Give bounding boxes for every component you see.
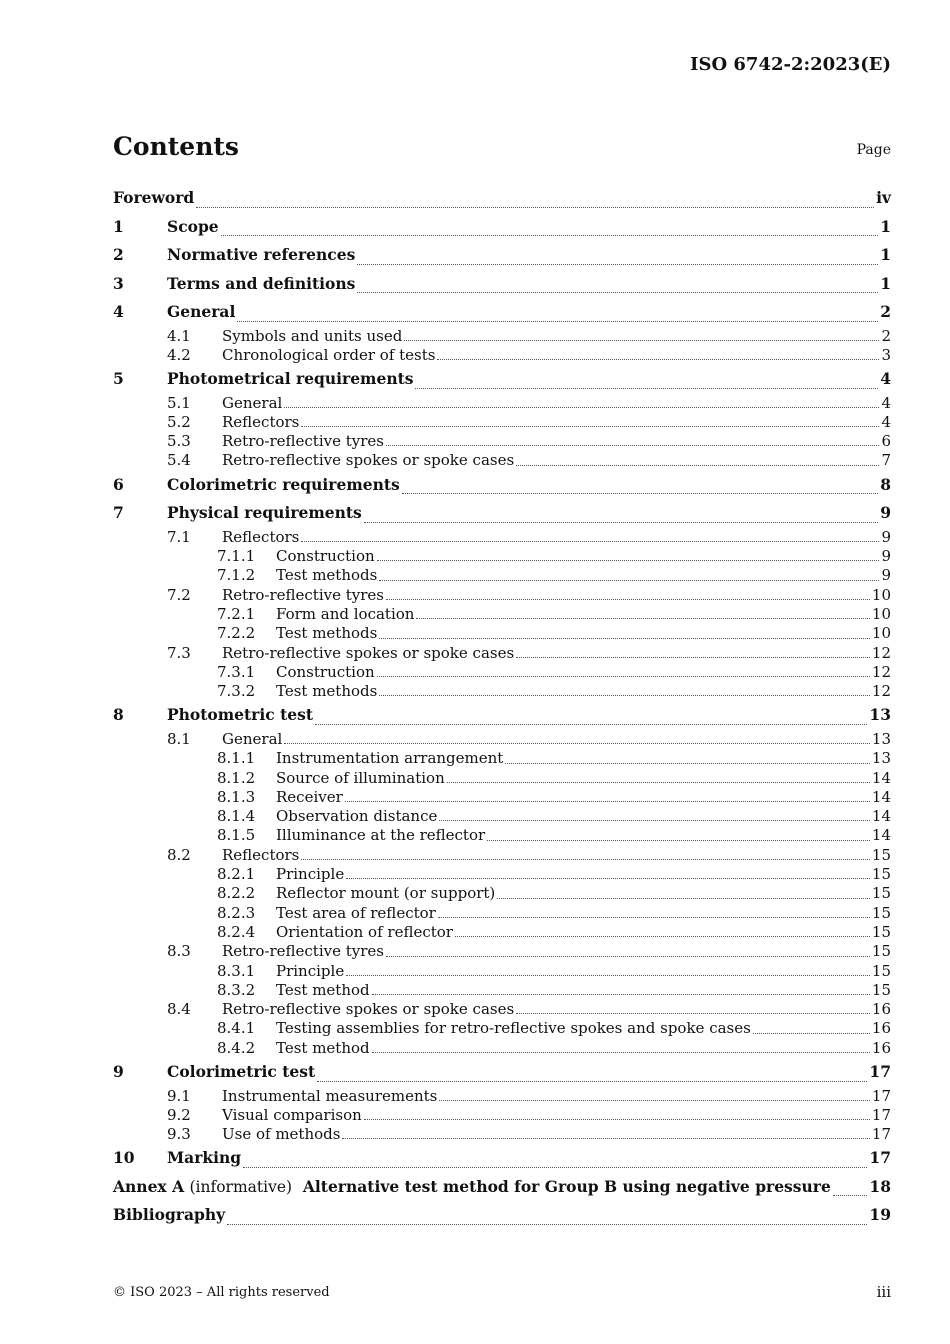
toc-entry-page: 15 [871,922,891,941]
toc-entry-page: 17 [871,1105,891,1124]
toc-entry[interactable] [113,1019,891,1038]
dot-leader [315,723,867,725]
toc-entry[interactable] [113,663,891,682]
toc-entry-title: Form and location [276,604,415,623]
toc-entry-title: Use of methods [222,1125,341,1144]
dot-leader [386,598,870,600]
toc-entry[interactable] [113,769,891,788]
dot-leader [346,974,870,976]
toc-entry-number: 5.2 [167,412,191,431]
dot-leader [386,444,879,446]
toc-entry-title: Instrumental measurements [222,1086,438,1105]
toc-entry-page: 9 [881,566,891,585]
toc-entry[interactable] [113,1058,891,1087]
toc-entry-page: 17 [869,1148,891,1168]
copyright-notice: © ISO 2023 – All rights reserved [113,1285,330,1300]
toc-entry-number: 8.4.1 [217,1019,256,1038]
dot-leader [487,839,870,841]
toc-entry-title: Retro-reflective spokes or spoke cases [222,451,515,470]
toc-entry-title: Normative references [167,245,356,264]
toc-entry-page: 4 [881,393,891,412]
dot-leader [372,993,870,995]
toc-entry[interactable] [113,923,891,942]
toc-entry-number: 5.4 [167,451,191,470]
toc-entry[interactable] [113,1087,891,1106]
toc-entry[interactable] [113,807,891,826]
toc-entry-page: 10 [871,624,891,643]
toc-entry-number: 7.1 [167,527,191,546]
toc-entry-page: 14 [871,787,891,806]
toc-entry[interactable] [113,826,891,845]
toc-entry-number: 7.1.2 [217,566,256,585]
toc-entry[interactable] [113,846,891,865]
toc-entry-title: Foreword [113,188,195,207]
toc-entry-title: Reflector mount (or support) [276,884,496,903]
toc-entry-page: iv [876,188,891,207]
toc-entry-number: 8.2.4 [217,922,256,941]
toc-entry-title: Retro-reflective tyres [222,432,384,451]
toc-entry[interactable] [113,1125,891,1144]
toc-entry[interactable] [113,884,891,903]
toc-entry[interactable] [113,1173,891,1202]
dot-leader [196,206,874,208]
toc-entry-number: 8.3.1 [217,961,256,980]
toc-entry[interactable] [113,213,891,242]
dot-leader [301,425,879,427]
toc-entry-title: Marking [167,1148,242,1168]
dot-leader [317,1080,867,1082]
dot-leader [437,358,879,360]
toc-entry-title: Illuminance at the reflector [276,826,486,845]
toc-entry-page: 16 [871,1019,891,1038]
toc-entry-page: 14 [871,768,891,787]
dot-leader [497,897,870,899]
toc-entry[interactable] [113,730,891,749]
toc-entry-title: Testing assemblies for retro-reflective spokes and spoke cases [276,1019,751,1038]
toc-entry-page: 4 [880,369,891,389]
toc-entry-title: Reflectors [222,412,300,431]
toc-entry-title: Source of illumination [276,768,445,787]
toc-entry[interactable] [113,904,891,923]
toc-entry-number: 7.2.1 [217,604,256,623]
toc-entry-number: 7.2 [167,585,191,604]
toc-entry[interactable] [113,624,891,643]
toc-entry[interactable] [113,749,891,768]
toc-entry-number: 2 [113,245,124,264]
toc-entry-title: Construction [276,662,375,681]
toc-entry-number: 6 [113,474,124,494]
toc-entry[interactable] [113,942,891,961]
toc-entry-title: Orientation of reflector [276,922,453,941]
toc-entry[interactable] [113,682,891,701]
toc-entry-title: General [222,729,283,748]
toc-entry-title: Reflectors [222,845,300,864]
dot-leader [284,406,879,408]
toc-entry-title: Retro-reflective tyres [222,585,384,604]
dot-leader [221,234,879,236]
dot-leader [439,819,870,821]
toc-entry-title: Visual comparison [222,1105,362,1124]
toc-entry-page: 9 [881,527,891,546]
dot-leader [516,656,870,658]
toc-entry-page: 2 [880,302,891,321]
dot-leader [227,1223,867,1225]
toc-entry-number: 5.1 [167,393,191,412]
toc-entry[interactable] [113,451,891,470]
toc-entry-title: Terms and definitions [167,273,356,293]
toc-entry-page: 17 [869,1062,891,1081]
toc-entry-number: 7.2.2 [217,624,256,643]
dot-leader [833,1194,868,1196]
toc-entry-title: General [222,393,283,412]
dot-leader [346,877,870,879]
toc-entry-title: Receiver [276,787,343,806]
toc-entry-number: 9 [113,1062,124,1081]
toc-entry-page: 1 [880,216,891,236]
toc-entry-number: 8.2.3 [217,903,256,922]
dot-leader [357,263,878,265]
toc-entry-number: 5.3 [167,432,191,451]
toc-entry-number: 9.3 [167,1125,191,1144]
dot-leader [439,1099,870,1101]
page-column-label: Page [856,142,891,158]
toc-entry-title: Retro-reflective spokes or spoke cases [222,643,515,662]
toc-entry-title: Principle [276,865,345,884]
toc-entry-number: 8.2.2 [217,884,256,903]
dot-leader [301,858,870,860]
dot-leader [415,387,878,389]
toc-entry[interactable] [113,788,891,807]
toc-entry-title: Test methods [276,566,378,585]
dot-leader [386,955,870,957]
toc-entry-page: 17 [871,1086,891,1105]
toc-entry[interactable] [113,586,891,605]
toc-entry-number: 1 [113,216,124,236]
annex-title: Alternative test method for Group B using negative pressure [302,1176,831,1196]
toc-entry-page: 10 [871,585,891,604]
toc-entry[interactable] [113,547,891,566]
toc-entry-page: 6 [881,432,891,451]
annex-label: Annex A [113,1176,185,1196]
toc-entry-page: 15 [871,903,891,922]
toc-entry[interactable] [113,432,891,451]
dot-leader [455,935,870,937]
table-of-contents [113,184,891,1230]
toc-entry-number: 4.2 [167,345,191,364]
toc-entry-number: 8.2 [167,845,191,864]
toc-entry-page: 15 [871,865,891,884]
toc-entry[interactable] [113,298,891,327]
dot-leader [284,742,870,744]
toc-entry-page: 7 [881,451,891,470]
toc-entry-title: Principle [276,961,345,980]
toc-entry-page: 4 [881,412,891,431]
toc-entry[interactable] [113,413,891,432]
toc-entry-title: Test methods [276,682,378,701]
dot-leader [243,1166,867,1168]
toc-entry-number: 7 [113,503,124,523]
toc-entry-number: 8.3 [167,942,191,961]
dot-leader [379,579,879,581]
toc-entry-page: 13 [871,749,891,768]
toc-entry[interactable] [113,471,891,500]
toc-entry-page: 12 [871,662,891,681]
toc-entry[interactable] [113,981,891,1000]
toc-entry[interactable] [113,346,891,365]
document-id: ISO 6742-2:2023(E) [690,54,891,75]
toc-entry-title: Observation distance [276,807,438,826]
toc-entry[interactable] [113,1106,891,1125]
toc-entry-number: 7.3.2 [217,682,256,701]
toc-entry-number: 9.2 [167,1105,191,1124]
toc-entry-page: 13 [869,705,891,725]
toc-entry[interactable] [113,1144,891,1173]
toc-entry-title: Physical requirements [167,503,362,523]
toc-entry-number: 7.3.1 [217,662,256,681]
toc-entry-title: Test method [276,1038,370,1057]
toc-entry[interactable] [113,701,891,730]
dot-leader [447,781,870,783]
toc-entry-number: 4 [113,302,124,321]
toc-entry-page: 14 [871,826,891,845]
dot-leader [379,637,870,639]
toc-entry-number: 8.2.1 [217,865,256,884]
dot-leader [505,762,870,764]
toc-entry-title: Instrumentation arrangement [276,749,504,768]
toc-entry-number: 8.1 [167,729,191,748]
toc-entry-page: 9 [881,547,891,566]
toc-entry-title: Construction [276,547,375,566]
dot-leader [516,464,879,466]
toc-entry-title: Test methods [276,624,378,643]
toc-entry-title: Colorimetric test [167,1062,316,1081]
toc-entry-page: 16 [871,1000,891,1019]
toc-entry-page: 15 [871,942,891,961]
dot-leader [379,694,870,696]
annex-note: (informative) [189,1177,293,1196]
toc-entry-title [113,1173,831,1202]
dot-leader [372,1051,870,1053]
toc-entry-page: 15 [871,884,891,903]
toc-entry[interactable] [113,184,891,213]
toc-entry[interactable] [113,644,891,663]
toc-entry-page: 17 [871,1125,891,1144]
toc-entry-number: 8.1.1 [217,749,256,768]
toc-entry-number: 8.3.2 [217,980,256,999]
toc-entry[interactable] [113,327,891,346]
toc-entry[interactable] [113,865,891,884]
toc-entry[interactable] [113,605,891,624]
toc-entry-page: 12 [871,643,891,662]
toc-entry-title: Bibliography [113,1205,226,1225]
dot-leader [416,617,869,619]
toc-entry-number: 8.1.2 [217,768,256,787]
toc-entry-title: Test area of reflector [276,903,436,922]
toc-entry[interactable] [113,270,891,299]
toc-entry[interactable] [113,1000,891,1019]
dot-leader [438,916,870,918]
toc-entry[interactable] [113,528,891,547]
toc-entry-number: 4.1 [167,326,191,345]
toc-entry[interactable] [113,1201,891,1230]
toc-entry[interactable] [113,1039,891,1058]
toc-entry-title: Scope [167,216,219,236]
dot-leader [364,521,878,523]
toc-entry-page: 15 [871,845,891,864]
toc-entry[interactable] [113,365,891,394]
toc-entry-title: Photometric test [167,705,313,725]
toc-entry-title: Retro-reflective tyres [222,942,384,961]
toc-entry-page: 1 [880,245,891,264]
toc-entry-number: 8 [113,705,124,725]
toc-entry-page: 3 [881,345,891,364]
page-number: iii [876,1283,891,1301]
toc-entry-number: 8.1.4 [217,807,256,826]
toc-entry-title: Test method [276,980,370,999]
dot-leader [301,540,879,542]
dot-leader [402,492,878,494]
toc-entry-number: 8.1.3 [217,787,256,806]
toc-entry-title: Chronological order of tests [222,345,436,364]
dot-leader [377,675,870,677]
toc-entry-page: 1 [880,273,891,293]
toc-entry-number: 8.1.5 [217,826,256,845]
toc-entry-page: 15 [871,980,891,999]
toc-entry-number: 7.3 [167,643,191,662]
toc-entry[interactable] [113,394,891,413]
toc-entry-page: 2 [881,326,891,345]
toc-entry-number: 5 [113,369,124,389]
toc-entry-number: 3 [113,273,124,293]
dot-leader [364,1118,870,1120]
toc-entry-page: 14 [871,807,891,826]
toc-entry-page: 9 [880,503,891,523]
toc-entry[interactable] [113,499,891,528]
dot-leader [342,1137,869,1139]
toc-entry-number: 10 [113,1148,135,1168]
toc-entry-page: 10 [871,604,891,623]
toc-entry-title: Colorimetric requirements [167,474,400,494]
toc-entry-number: 8.4 [167,1000,191,1019]
toc-entry-title: Symbols and units used [222,326,403,345]
dot-leader [377,559,880,561]
dot-leader [237,320,878,322]
dot-leader [516,1012,870,1014]
toc-entry-page: 8 [880,474,891,494]
toc-entry[interactable] [113,962,891,981]
toc-entry-title: Photometrical requirements [167,369,414,389]
toc-entry-number: 9.1 [167,1086,191,1105]
toc-entry-page: 18 [869,1176,891,1196]
dot-leader [753,1032,870,1034]
page-title: Contents [113,132,240,161]
toc-entry-number: 8.4.2 [217,1038,256,1057]
toc-entry-page: 12 [871,682,891,701]
toc-entry-title: Retro-reflective spokes or spoke cases [222,1000,515,1019]
toc-entry-title: General [167,302,236,321]
toc-entry-page: 19 [869,1205,891,1225]
toc-entry-title: Reflectors [222,527,300,546]
toc-entry-page: 15 [871,961,891,980]
dot-leader [345,800,870,802]
toc-entry[interactable] [113,241,891,270]
dot-leader [357,291,878,293]
toc-entry-page: 13 [871,729,891,748]
toc-entry[interactable] [113,566,891,585]
dot-leader [404,339,879,341]
toc-entry-page: 16 [871,1038,891,1057]
toc-entry-number: 7.1.1 [217,547,256,566]
